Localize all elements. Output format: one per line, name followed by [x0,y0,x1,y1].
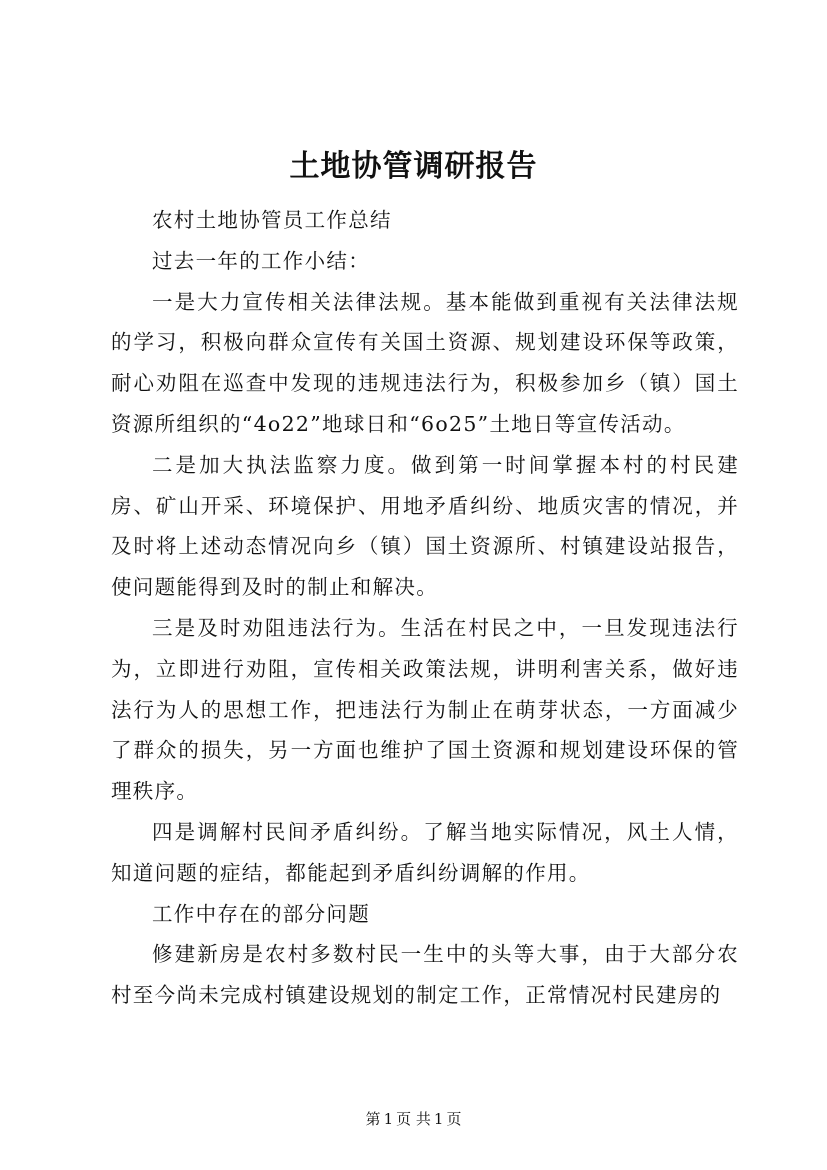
page-current-number: 1 [383,1110,394,1128]
page-mid-text: 页 共 [396,1110,431,1128]
paragraph-subtitle: 农村土地协管员工作总结 [152,208,392,232]
paragraph-summary-heading: 过去一年的工作小结： [152,248,370,273]
page-footer [0,1108,827,1130]
document-body [111,200,739,1016]
page-suffix: 页 [446,1110,462,1128]
page-prefix: 第 [365,1110,381,1128]
paragraph-problems-body: 修建新房是农村多数村民一生中的头等大事，由于大部分农村至今尚未完成村镇建设规划的制定工作，正常情况村民建房的 [111,942,739,1008]
paragraph-point-four: 四是调解村民间矛盾纠纷。了解当地实际情况，风土人情，知道问题的症结，都能起到矛盾纠纷调解的作用。 [111,819,739,885]
document-title: 土地协管调研报告 [289,149,538,184]
paragraph-problems-heading: 工作中存在的部分问题 [152,901,370,926]
paragraph-point-two: 二是加大执法监察力度。做到第一时间掌握本村的村民建房、矿山开采、环境保护、用地矛盾纠纷、地质灾害的情况，并及时将上述动态情况向乡（镇）国土资源所、村镇建设站报告，使问题能得到及时的制止和解决。 [111,452,739,600]
paragraph-point-three: 三是及时劝阻违法行为。生活在村民之中，一旦发现违法行为，立即进行劝阻，宣传相关政策法规，讲明利害关系，做好违法行为人的思想工作，把违法行为制止在萌芽状态，一方面减少了群众的损失，另一方面也维护了国土资源和规划建设环保的管理秩序。 [111,615,739,804]
paragraph-point-one: 一是大力宣传相关法律法规。基本能做到重视有关法律法规的学习，积极向群众宣传有关国土资源、规划建设环保等政策，耐心劝阻在巡查中发现的违规违法行为，积极参加乡（镇）国土资源所组织的“4o22”地球日和“6o25”土地日等宣传活动。 [111,289,739,436]
page-total-number: 1 [433,1110,444,1128]
